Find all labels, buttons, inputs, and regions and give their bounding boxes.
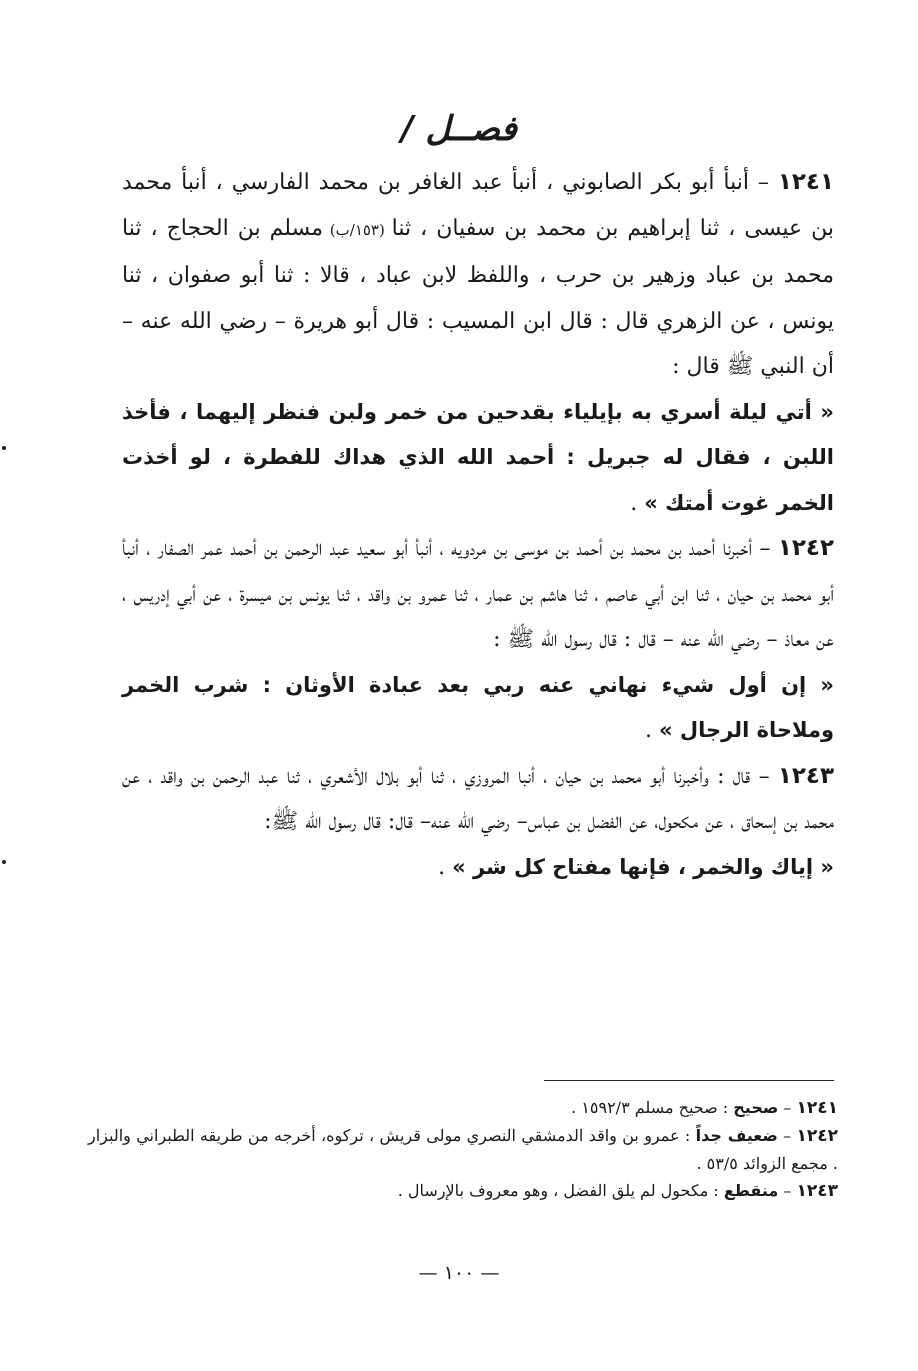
manuscript-folio-marker: (١٥٣/ب) [322,220,392,239]
footnote-text: : صحيح مسلم ١٥٩٢/٣ . [571,1098,734,1117]
isnad-text: – أخبرنا أحمد بن محمد بن أحمد بن موسى بن مردويه ، أنبأ أبو سعيد عبد الرحمن بن أحمد عمر الصفار ، أنبأ أبو محمد بن حيان ، ثنا ابن أبي عاصم ، ثنا هاشم بن عمار ، ثنا عمرو بن واقد ، ثنا يونس بن ميسرة ، عن أبي إدريس ، عن معاذ – رضي الله عنه – قال : قال رسول الله ﷺ : [122,536,834,652]
hadith-matn [122,390,834,527]
hadith-number: ١٢٤١ [777,169,834,195]
footnote-1242 [88,1122,838,1177]
hadith-number: ١٢٤٢ [777,535,834,561]
isnad-text: مسلم بن الحجاج ، ثنا محمد بن عباد وزهير بن حرب ، واللفظ لابن عباد ، قالا : ثنا أبو صفوان ، ثنا يونس ، عن الزهري قال : قال ابن المسيب : قال أبو هريرة – رضي الله عنه – أن النبي ﷺ قال : [122,215,834,379]
footnote-grade: صحيح [733,1098,779,1117]
hadith-matn [122,663,834,754]
hadith-number: ١٢٤٣ [777,762,834,789]
footnote-1241 [88,1094,838,1122]
hadith-text: « إياك والخمر ، فإنها مفتاح كل شر » [452,854,834,879]
footnote-number: ١٢٤٢ [796,1126,839,1146]
sentence-end: . [630,490,645,516]
hadith-text: « إن أول شيء نهاني عنه ربي بعد عبادة الأوثان : شرب الخمر وملاحاة الرجال » [122,672,834,742]
isnad-text: – أنبأ أبو بكر الصابوني ، أنبأ عبد الغافر بن محمد الفارسي ، أنبأ محمد بن عيسى ، ثنا إبراهيم بن محمد بن سفيان ، ثنا [122,170,834,241]
scan-speck [2,860,6,864]
footnote-dash: – [777,1126,797,1145]
footnotes [88,1094,838,1205]
scan-speck [2,446,6,450]
footnote-number: ١٢٤١ [796,1098,838,1118]
footnote-text: : مكحول لم يلق الفضل ، وهو معروف بالإرسال . [397,1181,724,1200]
footnote-dash: – [778,1181,797,1200]
isnad-text: – قال : وأخبرنا أبو محمد بن حيان ، أنبا المروزي ، ثنا أبو بلال الأشعري ، ثنا عبد الرحمن بن واقد ، عن محمد بن إسحاق ، عن مكحول، عن الفضل بن عباس– رضي الله عنه– قال: قال رسول الله ﷺ: [122,763,834,834]
hadith-text: « أتي ليلة أسري به بإيلياء بقدحين من خمر ولبن فنظر إليهما ، فأخذ اللبن ، فقال له جبريل : أحمد الله الذي هداك للفطرة ، لو أخذت الخمر غوت أمتك » [122,399,834,515]
hadith-entry-1241 [122,160,834,390]
footnote-divider [544,1080,834,1081]
sentence-end: . [438,854,453,880]
hadith-entry-1243 [122,754,834,845]
footnote-1243 [88,1177,838,1205]
footnote-number: ١٢٤٣ [796,1181,838,1201]
hadith-body [122,160,834,890]
footnote-text: : عمرو بن واقد الدمشقي النصري مولى قريش ، تركوه، أخرجه من طريقه الطبراني والبزار . مجمع الزوائد ٥٣/٥ . [88,1126,838,1173]
footnote-grade: ضعيف جداً [695,1126,778,1145]
footnote-grade: منقطع [723,1181,779,1200]
sentence-end: . [645,718,659,743]
hadith-matn [122,845,834,891]
footnote-dash: – [778,1098,797,1117]
section-heading: فصــل / [401,109,517,149]
page-number: — ١٠٠ — [418,1262,500,1284]
hadith-entry-1242 [122,526,834,663]
